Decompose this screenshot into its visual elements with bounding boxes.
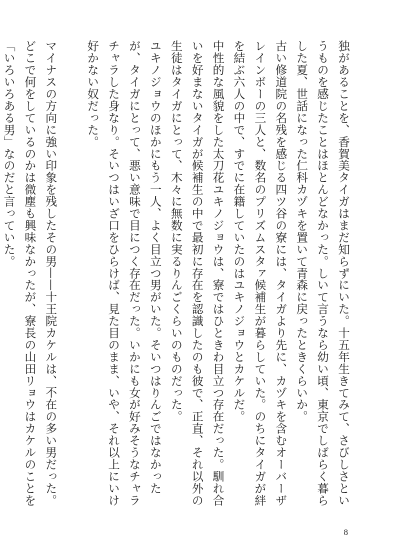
paragraph-3: 中性的な風貌をした太刀花ユキノジョウは、寮ではひときわ目立つ存在だった。馴れ合いを好まないタイガが候補生の中で最初に存在を認識したのも彼で、正直、それ以外の生徒はタイガにとって、木々に無数に実るりんごくらいのものだった。 xyxy=(169,40,226,507)
paragraph-gap xyxy=(61,40,82,510)
paragraph-2: 古い修道院の名残を感じる四ツ谷の寮には、タイガより先に、カヅキを含むオーバーザレインボーの三人と、数名のプリズムスタァ候補生が暮らしていた。のちにタイガが絆を結ぶ六人の中で、すでに在籍していたのはユキノジョウとカケルだ。 xyxy=(232,40,289,507)
vertical-text-body xyxy=(0,40,354,510)
paragraph-4: ユキノジョウのほかにもう一人、よく目立つ男がいた。そいつはりんごではなかったが、タイガにとって、悪い意味で目につく存在だった。いかにも女が好みそうなチャラチャラした身なり。そいつはいざ口をひらけば、見た目のまま、いや、それ以上にいけ好かない奴だった。 xyxy=(86,40,163,507)
page-number: 8 xyxy=(343,527,348,537)
paragraph-5: マイナスの方向に強い印象を残したその男——十王院カケルは、不在の多い男だった。どこで何をしているのかは微塵も興味なかったが、寮長の山田リョウはカケルのことを「いろいろある男」なのだと言っていた。 xyxy=(2,40,59,507)
paragraph-1: 独があることを、香賀美タイガはまだ知らずにいた。十五年生きてみて、さびしさというものを感じたことはほとんどなかった。しいて言うなら幼い頃、東京でしばらく暮らした夏、世話になった仁科カヅキを置いて青森に戻ったときくらいか。 xyxy=(295,40,351,507)
